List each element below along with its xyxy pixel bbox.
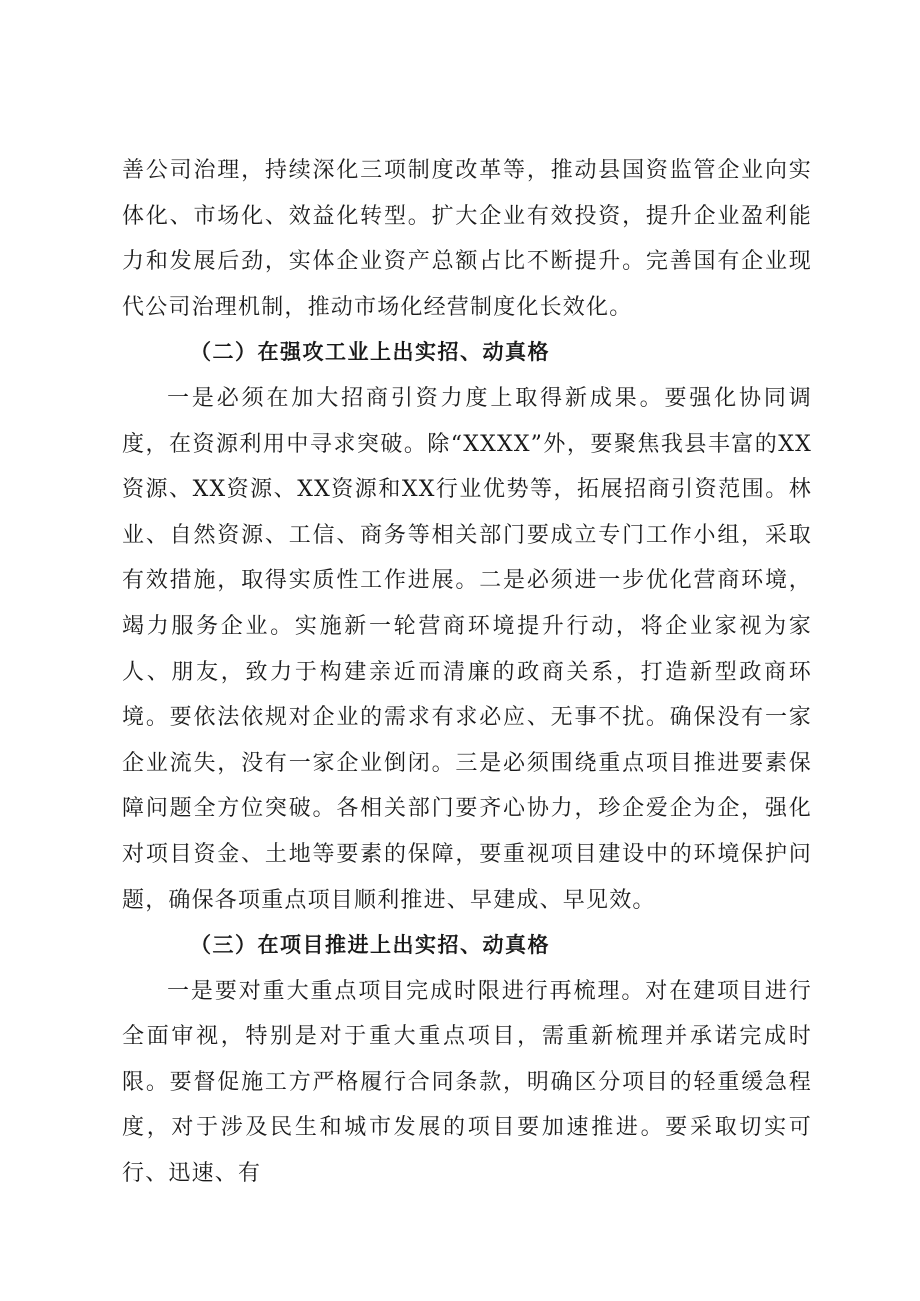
- section-heading-industry: （二）在强攻工业上出实招、动真格: [190, 340, 550, 365]
- paragraph-project-measures: 一是要对重大重点项目完成时限进行再梳理。对在建项目进行全面审视，特别是对于重大重点项目，需重新梳理并承诺完成时限。要督促施工方严格履行合同条款，明确区分项目的轻重缓急程度，对于涉及民生和城市发展的项目要加速推进。要采取切实可行、迅速、有: [122, 978, 812, 1187]
- section-heading-projects: （三）在项目推进上出实招、动真格: [190, 933, 550, 958]
- paragraph-industry-measures: 一是必须在加大招商引资力度上取得新成果。要强化协同调度，在资源利用中寻求突破。除“XXXX”外，要聚焦我县丰富的XX资源、XX资源、XX资源和XX行业优势等，拓展招商引资范围。林业、自然资源、工信、商务等相关部门要成立专门工作小组，采取有效措施，取得实质性工作进展。二是必须进一步优化营商环境，竭力服务企业。实施新一轮营商环境提升行动，将企业家视为家人、朋友，致力于构建亲近而清廉的政商关系，打造新型政商环境。要依法依规对企业的需求有求必应、无事不扰。确保没有一家企业流失，没有一家企业倒闭。三是必须围绕重点项目推进要素保障问题全方位突破。各相关部门要齐心协力，珍企爱企为企，强化对项目资金、土地等要素的保障，要重视项目建设中的环境保护问题，确保各项重点项目顺利推进、早建成、早见效。: [122, 385, 812, 913]
- document-body: [122, 148, 812, 1197]
- paragraph-corporate-governance: 善公司治理，持续深化三项制度改革等，推动县国资监管企业向实体化、市场化、效益化转型。扩大企业有效投资，提升企业盈利能力和发展后劲，实体企业资产总额占比不断提升。完善国有企业现代公司治理机制，推动市场化经营制度化长效化。: [122, 158, 812, 320]
